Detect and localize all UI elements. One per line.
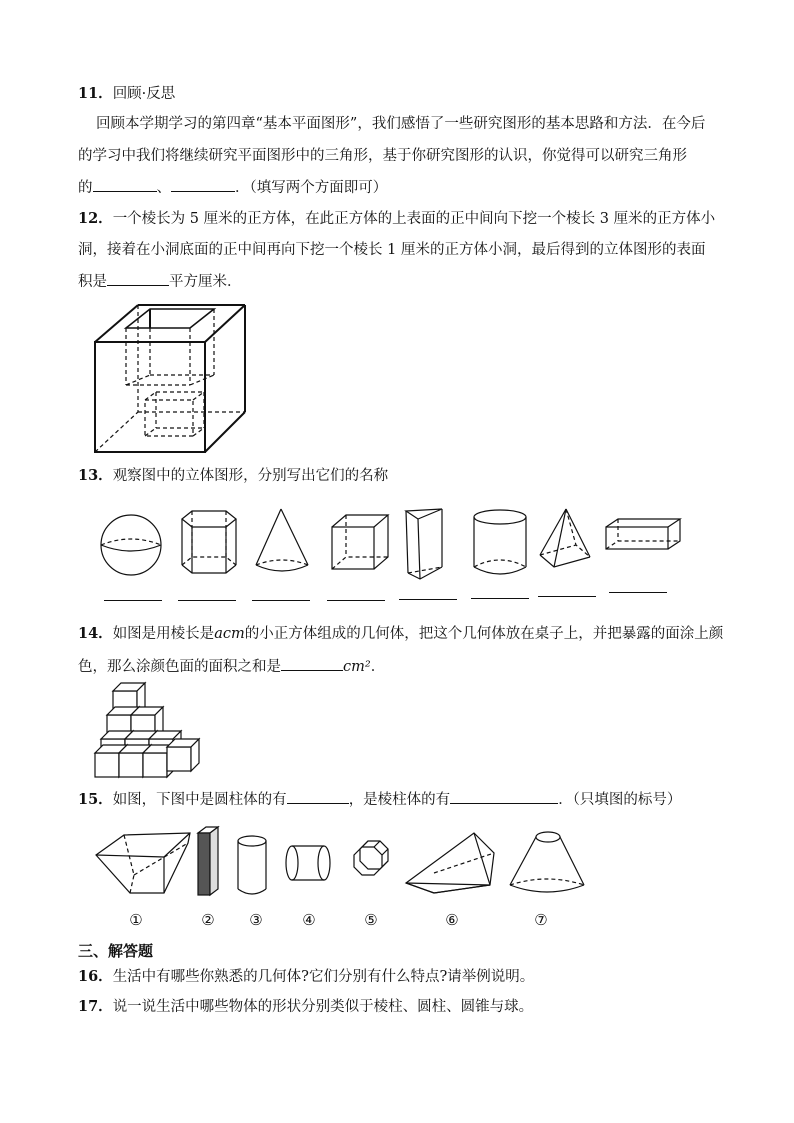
q11-line1: 回顾本学期学习的第四章“基本平面图形”，我们感悟了一些研究图形的基本思路和方法．在今后 [96, 116, 706, 132]
q17-number: 17． [78, 998, 113, 1015]
q13-answer-line-6[interactable] [471, 598, 529, 599]
q12-cube-figure [90, 300, 250, 455]
q15-label-7: ⑦ [534, 911, 548, 929]
q16-text: 生活中有哪些你熟悉的几何体?它们分别有什么特点?请举例说明。 [112, 969, 535, 985]
q13-line [78, 466, 388, 486]
q14-unit: cm² [343, 659, 371, 675]
q13-number: 13． [78, 467, 113, 484]
q11-answer-blank-2[interactable] [171, 177, 235, 192]
cylinder-shape [474, 510, 526, 574]
q15-text-post: ．（只填图的标号） [558, 792, 682, 808]
cone-shape [256, 509, 308, 571]
q12-number: 12． [78, 210, 113, 227]
q13-answer-line-4[interactable] [327, 600, 385, 601]
section-heading: 三、解答题 [78, 942, 154, 960]
q17-line [78, 997, 533, 1017]
q14-line2-post: ． [370, 659, 386, 675]
q14-answer-blank[interactable] [281, 656, 343, 671]
q11-number: 11． [78, 85, 113, 102]
q12-line1 [78, 209, 715, 229]
q12-line1-text: 一个棱长为 5 厘米的正方体，在此正方体的上表面的正中间向下挖一个棱长 3 厘米的正方体小 [112, 211, 716, 227]
q11-line2: 的学习中我们将继续研究平面图形中的三角形，基于你研究图形的认识，你觉得可以研究三角形 [78, 148, 687, 164]
q13-text: 观察图中的立体图形，分别写出它们的名称 [112, 468, 389, 484]
q11-answer-blank-1[interactable] [93, 177, 157, 192]
q15-shape-4 [286, 846, 330, 880]
q11-title: 回顾·反思 [112, 86, 176, 102]
q13-shapes-figure [96, 505, 686, 600]
q13-answer-line-2[interactable] [178, 600, 236, 601]
q13-answer-line-8[interactable] [609, 592, 667, 593]
q15-shape-3 [238, 836, 266, 894]
q16-line [78, 967, 534, 987]
q12-line2: 洞，接着在小洞底面的正中间再向下挖一个棱长 1 厘米的正方体小洞，最后得到的立体图形的表面 [78, 242, 706, 258]
cube-shape [332, 515, 388, 569]
q15-shapes-figure [94, 825, 594, 905]
q15-shape-7 [510, 832, 584, 892]
q15-shape-1 [96, 833, 190, 893]
q15-label-1: ① [129, 911, 143, 929]
q14-line1-pre: 如图是用棱长是 [112, 626, 215, 642]
q14-line1 [78, 624, 723, 644]
square-pyramid-shape [540, 509, 590, 567]
q15-label-5: ⑤ [364, 911, 378, 929]
q16-number: 16． [78, 968, 113, 985]
triangular-prism-shape [406, 509, 442, 579]
q17-text: 说一说生活中哪些物体的形状分别类似于棱柱、圆柱、圆锥与球。 [112, 999, 534, 1015]
q15-shape-6 [406, 833, 494, 893]
sphere-shape [101, 515, 161, 575]
q14-line1-post: 的小正方体组成的几何体，把这个几何体放在桌子上，并把暴露的面涂上颜 [244, 626, 724, 642]
q11-line3-pre: 的 [78, 180, 93, 196]
rectangular-prism-shape [606, 519, 680, 549]
q13-answer-line-3[interactable] [252, 600, 310, 601]
q12-line3-pre: 积是 [78, 274, 107, 290]
q14-line2 [78, 656, 385, 677]
q13-answer-line-5[interactable] [399, 599, 457, 600]
q15-answer-blank-1[interactable] [287, 789, 349, 804]
q14-line2-pre: 色，那么涂颜色面的面积之和是 [78, 659, 281, 675]
q15-label-3: ③ [249, 911, 263, 929]
q15-label-4: ④ [302, 911, 316, 929]
q15-text-mid: ，是棱柱体的有 [348, 792, 451, 808]
q15-answer-blank-2[interactable] [450, 789, 558, 804]
q11-line3-sep: 、 [156, 180, 171, 196]
q15-number: 15． [78, 791, 113, 808]
q13-answer-line-1[interactable] [104, 600, 162, 601]
q15-shape-5 [354, 841, 388, 875]
q15-label-6: ⑥ [445, 911, 459, 929]
q14-number: 14． [78, 625, 113, 642]
q12-line3-post: 平方厘米． [169, 274, 242, 290]
q14-variable: acm [214, 626, 245, 642]
q15-shape-2 [198, 827, 218, 895]
q13-answer-line-7[interactable] [538, 596, 596, 597]
q15-line [78, 789, 681, 810]
q11-line3-post: ．（填写两个方面即可） [235, 180, 388, 196]
q12-answer-blank[interactable] [107, 271, 169, 286]
q12-line3 [78, 271, 242, 292]
q14-cubes-figure [94, 683, 204, 783]
q11-line3 [78, 177, 387, 198]
q11-heading [78, 84, 175, 104]
q15-label-2: ② [201, 911, 215, 929]
q15-text-pre: 如图，下图中是圆柱体的有 [112, 792, 287, 808]
hexagonal-prism-shape [182, 511, 236, 573]
